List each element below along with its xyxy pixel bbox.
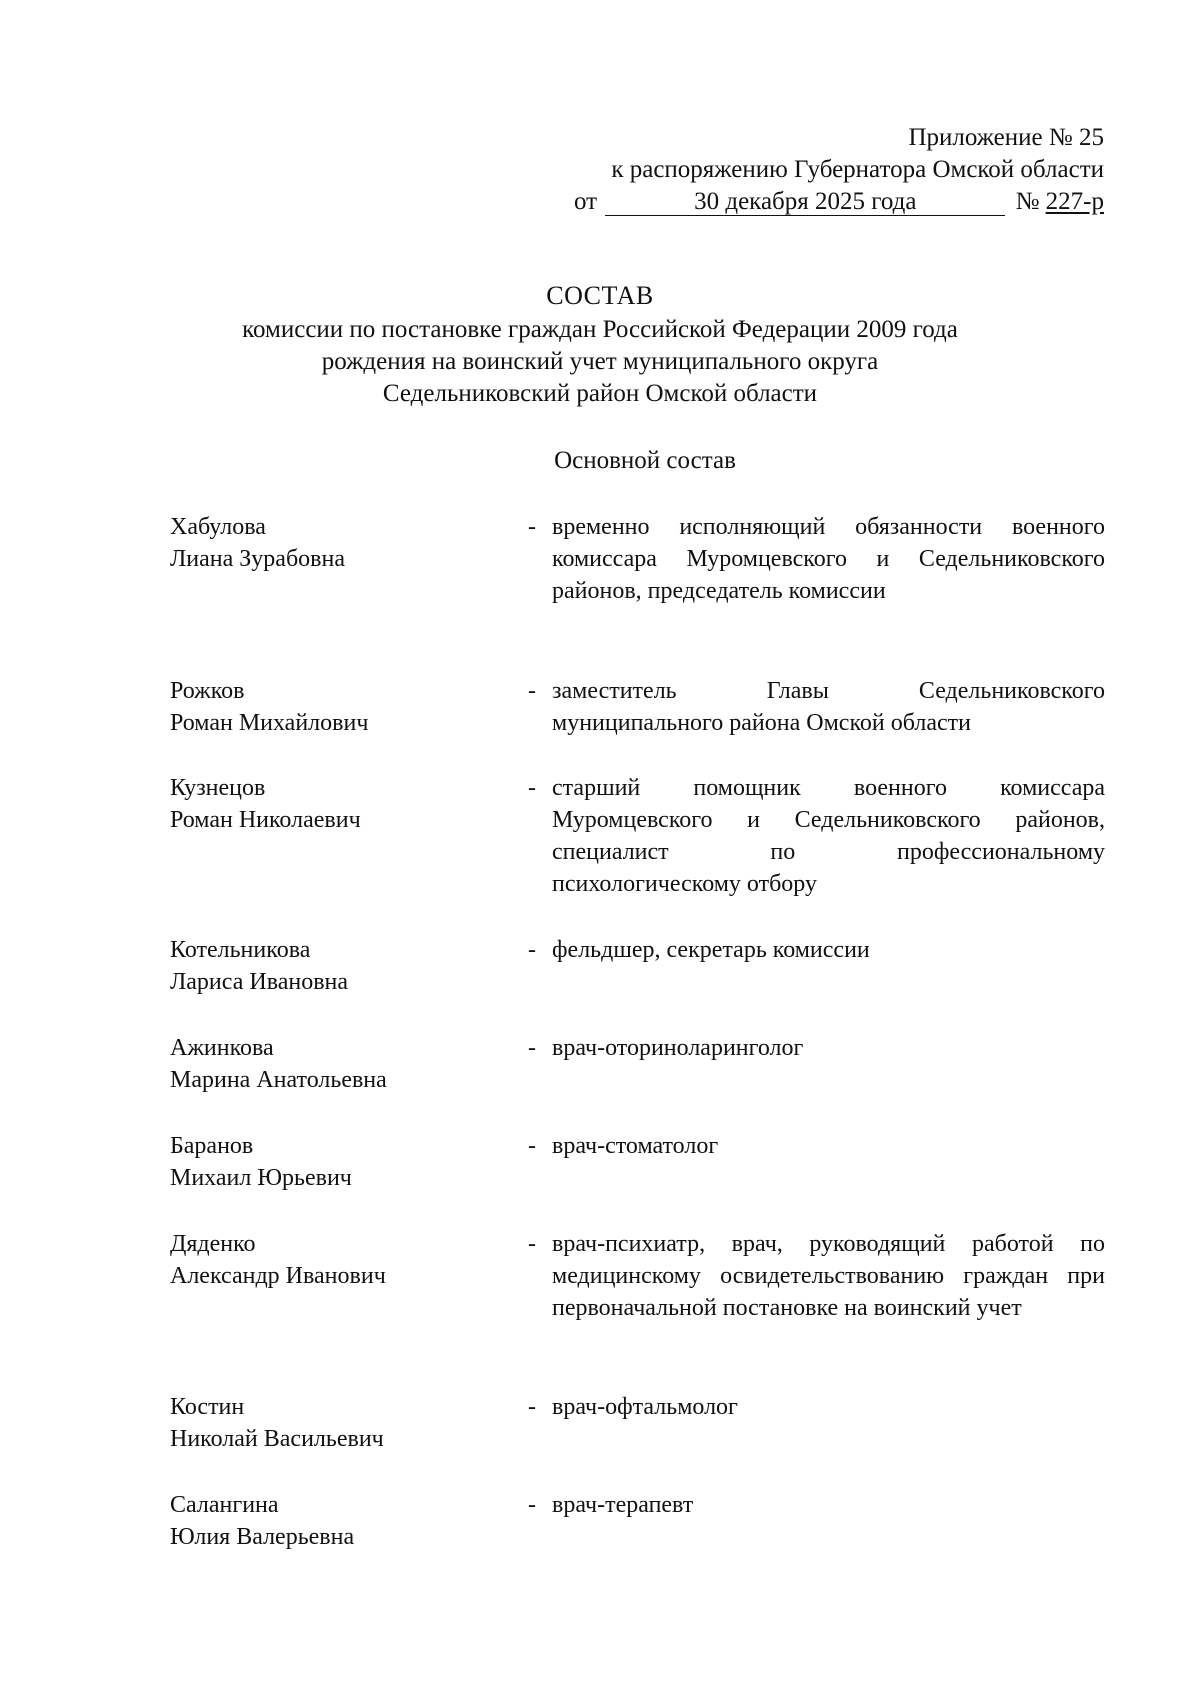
member-given-name: Александр Иванович xyxy=(170,1263,386,1289)
member-surname: Хабулова xyxy=(170,514,266,540)
member-dash: - xyxy=(528,1133,536,1159)
member-name xyxy=(170,675,540,772)
member-row xyxy=(170,1032,1120,1130)
member-surname: Баранов xyxy=(170,1133,254,1159)
member-row xyxy=(170,511,1120,675)
member-role: врач-психиатр, врач, руководящий работой по медицинскому освидетельствованию граждан при первоначальной постановке на воинский учет xyxy=(552,1231,1105,1321)
title-line-3: Седельниковский район Омской области xyxy=(382,380,818,407)
member-given-name: Роман Михайлович xyxy=(170,710,369,736)
member-name xyxy=(170,1391,540,1489)
member-surname: Костин xyxy=(170,1394,245,1420)
member-name xyxy=(170,511,540,675)
member-given-name: Михаил Юрьевич xyxy=(170,1165,352,1191)
member-dash: - xyxy=(528,1492,536,1518)
member-dash: - xyxy=(528,775,536,801)
member-dash: - xyxy=(528,514,536,540)
member-surname: Дяденко xyxy=(170,1231,256,1257)
member-role: врач-оториноларинголог xyxy=(552,1035,804,1061)
member-role: заместитель Главы Седельниковского муниципального района Омской области xyxy=(552,678,1105,736)
member-role: временно исполняющий обязанности военного комиссара Муромцевского и Седельниковского районов, председатель комиссии xyxy=(552,514,1105,604)
member-role: старший помощник военного комиссара Муромцевского и Седельниковского районов, специалист по профессиональному психологическому отбору xyxy=(552,775,1105,897)
member-row xyxy=(170,675,1120,772)
title-line-1: комиссии по постановке граждан Российской Федерации 2009 года xyxy=(242,316,958,343)
member-name xyxy=(170,1489,540,1559)
member-dash: - xyxy=(528,1394,536,1420)
member-role: врач-стоматолог xyxy=(552,1133,719,1159)
member-row xyxy=(170,1391,1120,1489)
appendix-header xyxy=(464,122,1104,218)
member-role: врач-терапевт xyxy=(552,1492,694,1518)
member-name xyxy=(170,1032,540,1130)
member-name xyxy=(170,1130,540,1228)
member-row xyxy=(170,1130,1120,1228)
member-role: фельдшер, секретарь комиссии xyxy=(552,937,870,963)
date-prefix: от xyxy=(573,188,598,215)
member-surname: Котельникова xyxy=(170,937,311,963)
order-number: 227-р xyxy=(1045,188,1104,215)
member-row xyxy=(170,772,1120,934)
order-date-line xyxy=(464,186,1104,218)
member-given-name: Юлия Валерьевна xyxy=(170,1524,355,1550)
member-given-name: Лиана Зурабовна xyxy=(170,546,345,572)
appendix-number: Приложение № 25 xyxy=(908,124,1104,151)
member-name xyxy=(170,1228,540,1391)
member-surname: Кузнецов xyxy=(170,775,266,801)
member-surname: Ажинкова xyxy=(170,1035,274,1061)
title-main: СОСТАВ xyxy=(546,281,654,310)
number-prefix: № xyxy=(1015,188,1040,215)
appendix-reference: к распоряжению Губернатора Омской области xyxy=(611,156,1104,183)
member-dash: - xyxy=(528,1035,536,1061)
member-surname: Салангина xyxy=(170,1492,279,1518)
members-list xyxy=(170,511,1120,1559)
member-row xyxy=(170,934,1120,1032)
member-role: врач-офтальмолог xyxy=(552,1394,738,1420)
member-row xyxy=(170,1489,1120,1559)
member-given-name: Лариса Ивановна xyxy=(170,969,349,995)
member-name xyxy=(170,772,540,934)
title-line-2: рождения на воинский учет муниципального округа xyxy=(321,348,879,375)
member-surname: Рожков xyxy=(170,678,245,704)
member-dash: - xyxy=(528,937,536,963)
document-title xyxy=(0,280,1200,410)
member-name xyxy=(170,934,540,1032)
member-dash: - xyxy=(528,678,536,704)
member-dash: - xyxy=(528,1231,536,1257)
section-heading: Основной состав xyxy=(554,447,736,474)
member-given-name: Марина Анатольевна xyxy=(170,1067,387,1093)
member-row xyxy=(170,1228,1120,1391)
member-given-name: Роман Николаевич xyxy=(170,807,361,833)
order-date: 30 декабря 2025 года xyxy=(605,189,1005,216)
member-given-name: Николай Васильевич xyxy=(170,1426,384,1452)
